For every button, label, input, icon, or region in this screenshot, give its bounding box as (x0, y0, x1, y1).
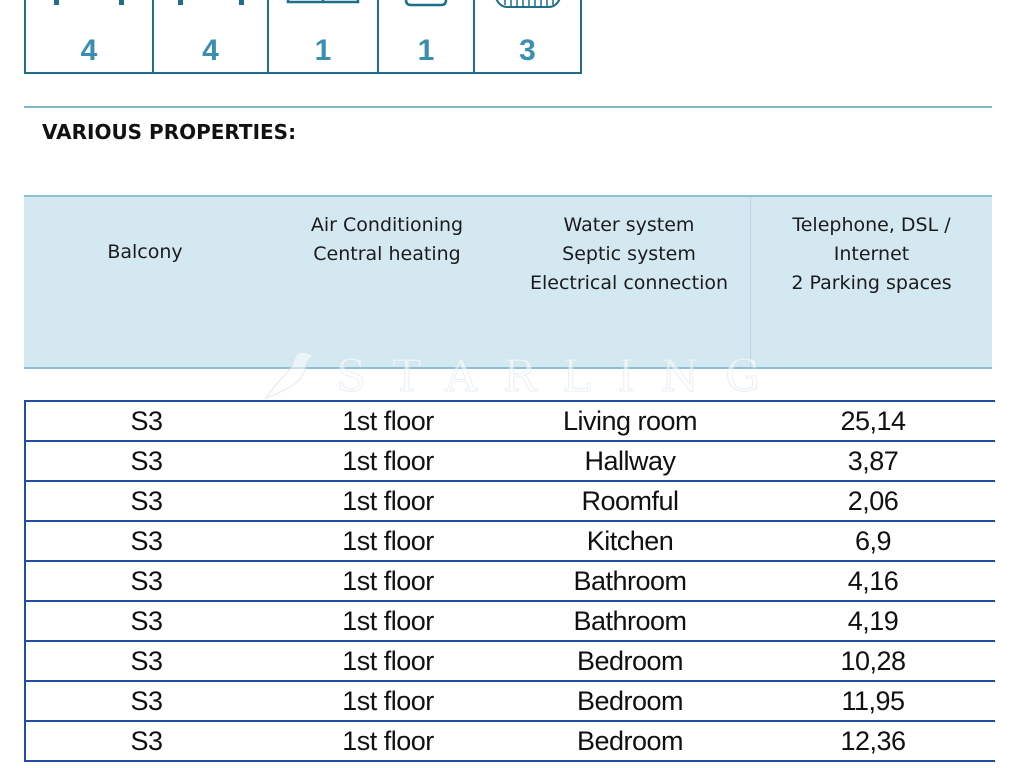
table-row (25, 721, 995, 761)
bed-icon (44, 0, 134, 8)
room-cell: Bedroom (509, 721, 751, 761)
property-item: Balcony (107, 240, 183, 263)
area-cell: 11,95 (751, 681, 995, 721)
room-cell: Living room (509, 401, 751, 441)
property-item: 2 Parking spaces (791, 272, 952, 294)
area-cell: 3,87 (751, 441, 995, 481)
room-cell: Bathroom (509, 561, 751, 601)
room-cell: Bathroom (509, 601, 751, 641)
feature-radiators (473, 0, 580, 72)
feature-beds (26, 0, 152, 72)
sofa-icon (174, 0, 248, 8)
property-item: Telephone, DSL / (792, 214, 951, 236)
property-item: Central heating (313, 243, 461, 265)
table-row (25, 481, 995, 521)
room-cell: Kitchen (509, 521, 751, 561)
floor-cell: 1st floor (267, 441, 509, 481)
area-cell: 4,19 (751, 601, 995, 641)
property-item: Internet (833, 243, 910, 265)
watermark-text: STARLING (336, 350, 787, 402)
feature-count: 1 (417, 34, 435, 67)
floor-cell: 1st floor (267, 521, 509, 561)
feature-count: 3 (519, 34, 536, 67)
panel-divider (24, 367, 992, 369)
property-column-balcony (24, 197, 266, 367)
building-cell: S3 (25, 681, 267, 721)
building-cell: S3 (25, 641, 267, 681)
area-cell: 6,9 (751, 521, 995, 561)
area-cell: 4,16 (751, 561, 995, 601)
building-cell: S3 (25, 481, 267, 521)
feature-count: 1 (314, 34, 332, 67)
properties-panel (24, 195, 992, 367)
feature-seating (152, 0, 267, 72)
building-cell: S3 (25, 561, 267, 601)
window-icon (285, 0, 361, 6)
floor-cell: 1st floor (267, 481, 509, 521)
property-item: Water system (563, 214, 695, 236)
feature-toilets (377, 0, 473, 72)
feature-count: 4 (80, 34, 98, 67)
area-cell: 12,36 (751, 721, 995, 761)
property-column-utilities (508, 197, 750, 367)
room-cell: Hallway (509, 441, 751, 481)
room-cell: Roomful (509, 481, 751, 521)
toilet-icon (401, 0, 451, 8)
table-row (25, 521, 995, 561)
section-divider (24, 106, 992, 108)
area-cell: 2,06 (751, 481, 995, 521)
section-title: VARIOUS PROPERTIES: (42, 120, 297, 144)
floor-cell: 1st floor (267, 561, 509, 601)
building-cell: S3 (25, 601, 267, 641)
property-item: Electrical connection (529, 272, 729, 294)
building-cell: S3 (25, 521, 267, 561)
floor-cell: 1st floor (267, 401, 509, 441)
floor-cell: 1st floor (267, 601, 509, 641)
table-row (25, 401, 995, 441)
room-cell: Bedroom (509, 641, 751, 681)
area-cell: 25,14 (751, 401, 995, 441)
table-row (25, 561, 995, 601)
building-cell: S3 (25, 401, 267, 441)
floor-cell: 1st floor (267, 681, 509, 721)
feature-windows (267, 0, 377, 72)
table-row (25, 601, 995, 641)
property-item: Septic system (562, 243, 696, 265)
building-cell: S3 (25, 721, 267, 761)
feature-count: 4 (202, 34, 219, 67)
property-column-climate (266, 197, 508, 367)
rooms-table (24, 400, 995, 762)
floor-cell: 1st floor (267, 721, 509, 761)
table-row (25, 641, 995, 681)
table-row (25, 441, 995, 481)
table-row (25, 681, 995, 721)
property-item: Air Conditioning (310, 214, 464, 236)
room-cell: Bedroom (509, 681, 751, 721)
area-cell: 10,28 (751, 641, 995, 681)
feature-summary-box (24, 0, 582, 74)
floor-cell: 1st floor (267, 641, 509, 681)
radiator-icon (493, 0, 563, 10)
property-column-connectivity (750, 197, 992, 367)
building-cell: S3 (25, 441, 267, 481)
